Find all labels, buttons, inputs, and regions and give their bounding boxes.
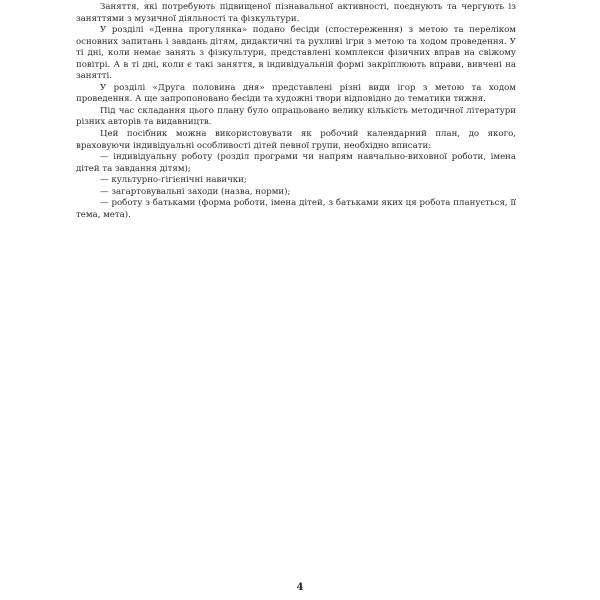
list-item-hygiene-skills: — культурно-гігієнічні навички; xyxy=(100,175,247,186)
page-number: 4 xyxy=(296,582,304,593)
list-item-hardening: — загартовувальні заходи (назва, норми); xyxy=(100,186,291,197)
paragraph-literature: Під час складання цього плану було опрацьовано велику кількість методичної літератури різних авторів та видавництв. xyxy=(76,105,516,128)
list-item-parents-work: — роботу з батьками (форма роботи, імена дітей, з батьками яких ця робота планується, її тема, мета). xyxy=(76,198,516,220)
paragraph-day-walk: У розділі «Денна прогулянка» подано бесіди (спостереження) з метою та переліком основних запитань і завдань дітям, дидактичні та рухливі ігри з метою та ходом проведення. У ті дні, коли немає занять з фізкультури, представлені комплекси фізичних вправ на свіжому повітрі. А в ті дні, коли є такі заняття, в індивідуальній формі закріплюють вправи, вивчені на занятті. xyxy=(76,25,516,82)
page-body xyxy=(76,2,516,221)
paragraph-second-half-day: У розділі «Друга половина дня» представлені різні види ігор з метою та ходом проведення. А ще запропоновано бесіди та художні твори відповідно до тематики тижня. xyxy=(76,82,516,105)
paragraph-activities: Заняття, які потребують підвищеної пізнавальної активності, поєднують та чергують із заняттями з музичної діяльності та фізкультури. xyxy=(76,2,516,24)
paragraph-usage: Цей посібник можна використовувати як робочий календарний план, до якого, враховуючи індивідуальні особливості дітей певної групи, необхідно вписати: xyxy=(76,129,516,151)
list-item-individual-work: — індивідуальну роботу (розділ програми чи напрям навчально-виховної роботи, імена дітей та завдання дітям); xyxy=(76,152,516,174)
